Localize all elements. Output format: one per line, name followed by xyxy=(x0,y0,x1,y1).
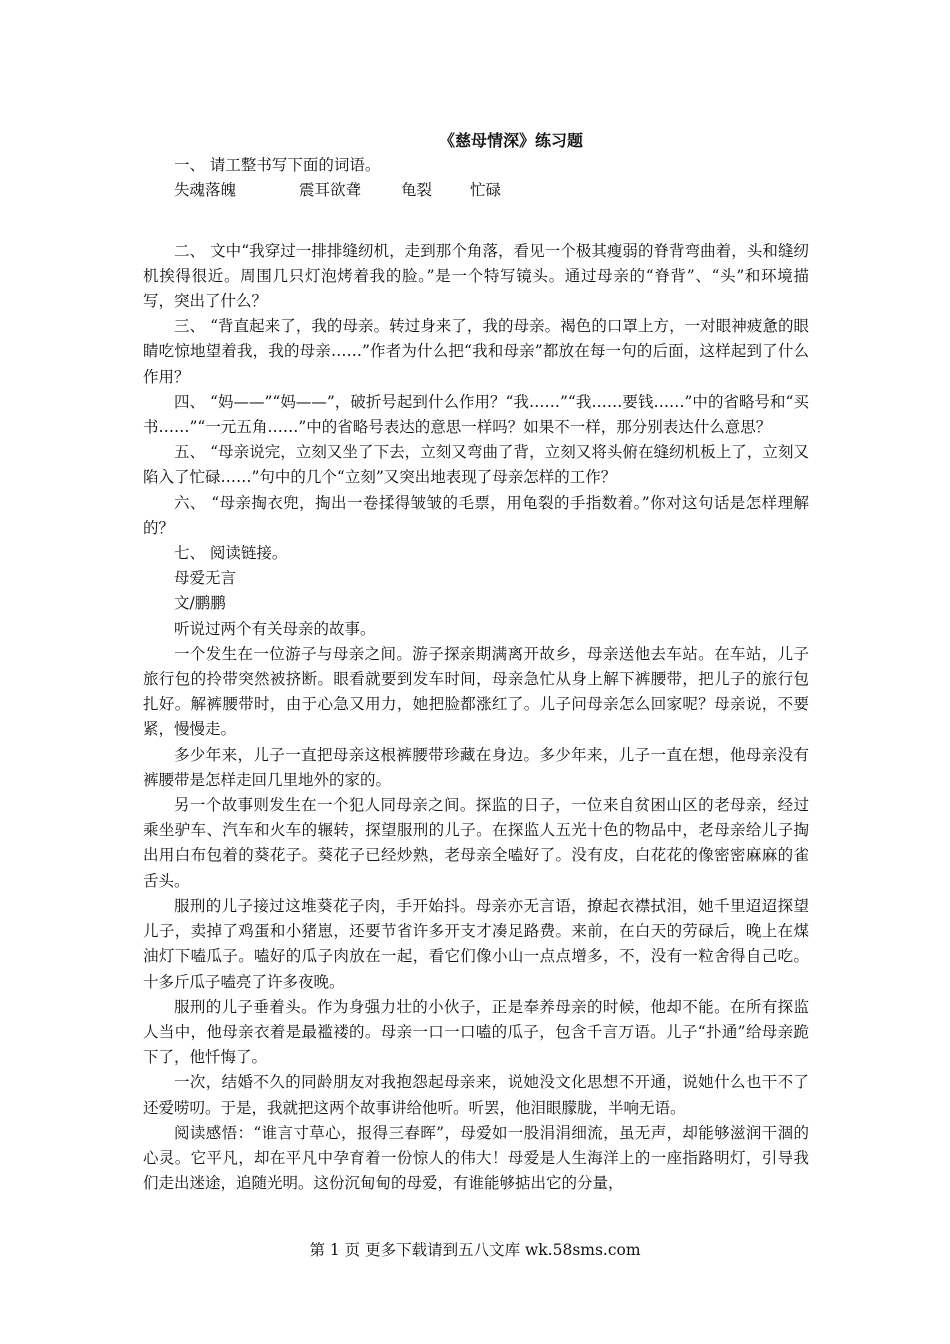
reading-paragraph: 多少年来，儿子一直把母亲这根裤腰带珍藏在身边。多少年来，儿子一直在想，他母亲没有裤腰带是怎样走回几里地外的家的。 xyxy=(143,745,809,789)
reading-paragraph: 服刑的儿子接过这堆葵花子肉，手开始抖。母亲亦无言语，撩起衣襟拭泪，她千里迢迢探望儿子，卖掉了鸡蛋和小猪崽，还要节省许多开支才凑足路费。来前，在白天的劳碌后，晚上在煤油灯下嗑瓜子。嗑好的瓜子肉放在一起，看它们像小山一点点增多，不，没有一粒舍得自己吃。十多斤瓜子嗑亮了许多夜晚。 xyxy=(143,896,809,991)
document-title: 《慈母情深》练习题 xyxy=(438,131,583,150)
word-item: 震耳欲聋 xyxy=(299,181,362,200)
question-4: 四、 “妈——”“妈——”，破折号起到什么作用？“我……”“我……要钱……”中的省略号和“买书……”“一元五角……”中的省略号表达的意思一样吗？如果不一样，那分别表达什么意思？ xyxy=(143,392,809,437)
reading-author: 文/鹏鹏 xyxy=(174,594,226,613)
question-1: 一、 请工整书写下面的词语。 xyxy=(174,156,381,175)
word-list xyxy=(143,178,809,203)
word-item: 忙碌 xyxy=(470,181,502,200)
question-5: 五、 “母亲说完，立刻又坐了下去，立刻又弯曲了背，立刻又将头俯在缝纫机板上了，立刻又陷入了忙碌……”句中的几个“立刻”又突出地表现了母亲怎样的工作？ xyxy=(143,443,809,487)
blank-space xyxy=(143,204,809,239)
question-3: 三、 “背直起来了，我的母亲。转过身来了，我的母亲。褐色的口罩上方，一对眼神疲惫的眼睛吃惊地望着我，我的母亲……”作者为什么把“我和母亲”都放在每一句的后面，这样起到了什么作用？ xyxy=(143,317,809,386)
word-item: 失魂落魄 xyxy=(174,181,237,200)
reading-paragraph: 一次，结婚不久的同龄朋友对我抱怨起母亲来，说她没文化思想不开通，说她什么也干不了还爱唠叨。于是，我就把这两个故事讲给他听。听罢，他泪眼朦胧，半响无语。 xyxy=(143,1073,809,1117)
document-body xyxy=(143,128,809,1196)
question-7: 七、 阅读链接。 xyxy=(174,544,288,563)
question-2: 二、 文中“我穿过一排排缝纫机，走到那个角落，看见一个极其瘦弱的脊背弯曲着，头和缝纫机挨得很近。周围几只灯泡烤着我的脸。”是一个特写镜头。通过母亲的“脊背”、“头”和环境描写，突出了什么？ xyxy=(143,241,809,311)
reading-paragraph: 一个发生在一位游子与母亲之间。游子探亲期满离开故乡，母亲送他去车站。在车站，儿子旅行包的拎带突然被挤断。眼看就要到发车时间，母亲急忙从身上解下裤腰带，把儿子的旅行包扎好。解裤腰带时，由于心急又用力，她把脸都涨红了。儿子问母亲怎么回家呢？母亲说，不要紧，慢慢走。 xyxy=(143,644,809,739)
question-6: 六、 “母亲掏衣兜，掏出一卷揉得皱皱的毛票，用龟裂的手指数着。”你对这句话是怎样理解的？ xyxy=(143,493,809,537)
reading-paragraph: 听说过两个有关母亲的故事。 xyxy=(174,619,376,638)
reading-paragraph: 服刑的儿子垂着头。作为身强力壮的小伙子，正是奉养母亲的时候，他却不能。在所有探监人当中，他母亲衣着是最褴褛的。母亲一口一口嗑的瓜子，包含千言万语。儿子“扑通”给母亲跪下了，他忏悔了。 xyxy=(143,997,809,1067)
page-footer: 第 1 页 更多下载请到五八文库 wk.58sms.com xyxy=(309,1241,641,1259)
reading-paragraph: 另一个故事则发生在一个犯人同母亲之间。探监的日子，一位来自贫困山区的老母亲，经过乘坐驴车、汽车和火车的辗转，探望服刑的儿子。在探监人五光十色的物品中，老母亲给儿子掏出用白布包着的葵花子。葵花子已经炒熟，老母亲全嗑好了。没有皮，白花花的像密密麻麻的雀舌头。 xyxy=(143,796,809,890)
reading-reflection: 阅读感悟：“谁言寸草心，报得三春晖”，母爱如一股涓涓细流，虽无声，却能够滋润干涸的心灵。它平凡，却在平凡中孕育着一份惊人的伟大！母爱是人生海洋上的一座指路明灯，引导我们走出迷途，追随光明。这份沉甸甸的母爱，有谁能够掂出它的分量， xyxy=(143,1123,809,1193)
word-item: 龟裂 xyxy=(401,181,433,200)
reading-title: 母爱无言 xyxy=(174,569,237,588)
